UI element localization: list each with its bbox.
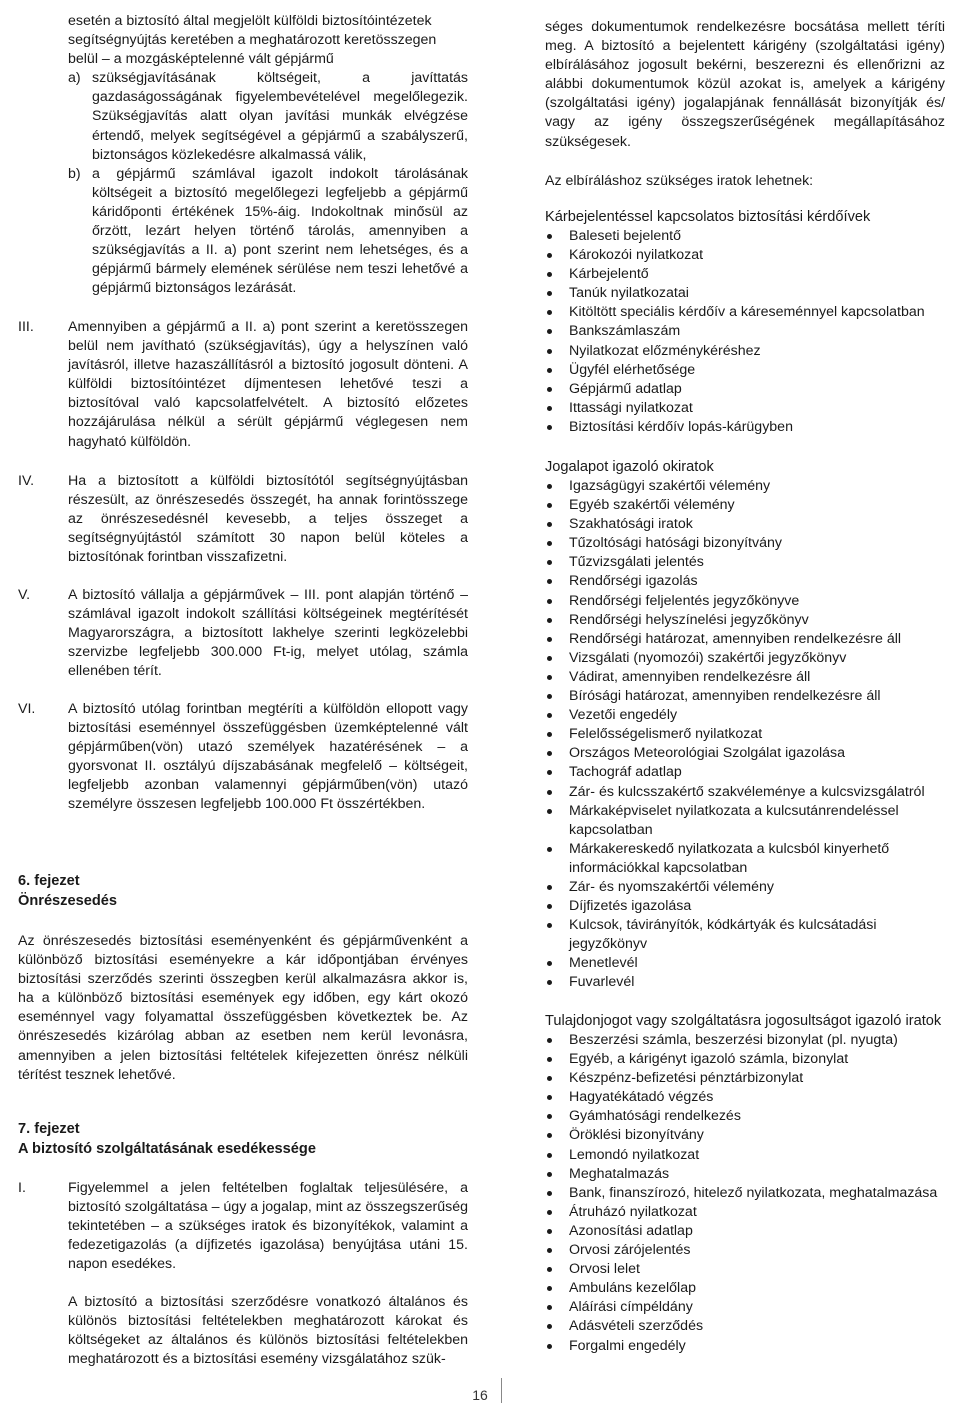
list-item: Biztosítási kérdőív lopás-kárügyben <box>545 418 945 437</box>
legal-basis-list <box>545 477 945 993</box>
list-item: Fuvarlevél <box>545 973 945 992</box>
section-number: VI. <box>18 701 36 717</box>
list-item: Lemondó nyilatkozat <box>545 1146 945 1165</box>
list-item: Tűzoltósági hatósági bizonyítvány <box>545 534 945 553</box>
list-item: Ambuláns kezelőlap <box>545 1279 945 1298</box>
list-item: Kárbejelentő <box>545 265 945 284</box>
list-item: Egyéb szakértői vélemény <box>545 496 945 515</box>
chapter-7-item-i <box>18 1179 468 1274</box>
section-iii <box>18 318 468 452</box>
list-item: Baleseti bejelentő <box>545 227 945 246</box>
section-number: I. <box>18 1180 26 1196</box>
legal-basis-section <box>545 458 945 993</box>
list-item: Igazságügyi szakértői vélemény <box>545 477 945 496</box>
list-item: Vizsgálati (nyomozói) szakértői jegyzőkönyv <box>545 649 945 668</box>
list-item: Rendőrségi feljelentés jegyzőkönyve <box>545 592 945 611</box>
list-item: Rendőrségi igazolás <box>545 572 945 591</box>
list-item: Bankszámlaszám <box>545 322 945 341</box>
intro-paragraph <box>68 12 468 298</box>
list-item: Meghatalmazás <box>545 1165 945 1184</box>
list-item: Országos Meteorológiai Szolgálat igazolása <box>545 744 945 763</box>
intro-line: esetén a biztosító által megjelölt külföldi biztosítóintézetek <box>68 13 432 29</box>
list-item: Márkaképviselet nyilatkozata a kulcsutánrendeléssel kapcsolatban <box>545 802 945 840</box>
claim-forms-list <box>545 227 945 437</box>
list-item: Orvosi lelet <box>545 1260 945 1279</box>
section-v <box>18 586 468 681</box>
list-item: Tachográf adatlap <box>545 763 945 782</box>
list-item: Bírósági határozat, amennyiben rendelkezésre áll <box>545 687 945 706</box>
list-item: Kulcsok, távirányítók, kódkártyák és kulcsátadási jegyzőkönyv <box>545 916 945 954</box>
list-item: Zár- és kulcsszakértő szakvéleménye a kulcsvizsgálatról <box>545 783 945 802</box>
list-item: Gyámhatósági rendelkezés <box>545 1107 945 1126</box>
section-number: V. <box>18 587 31 603</box>
sub-item-label: a) <box>68 70 81 87</box>
section-text: Ha a biztosított a külföldi biztosítótól segítségnyújtásban részesült, az önrészesedés összegét, ha annak forintösszege az önrészesedésnél kevesebb, a teljes összeget a segítségnyújtástól számított 30 napon belül köteles a biztosítónak forintban visszafizetni. <box>68 473 468 566</box>
list-heading: Kárbejelentéssel kapcsolatos biztosítási kérdőívek <box>545 209 871 225</box>
list-item: Nyilatkozat előzménykéréshez <box>545 342 945 361</box>
list-item: Kitöltött speciális kérdőív a káreseménnyel kapcsolatban <box>545 303 945 322</box>
list-item: Gépjármű adatlap <box>545 380 945 399</box>
list-item: Ittassági nyilatkozat <box>545 399 945 418</box>
list-item: Adásvételi szerződés <box>545 1317 945 1336</box>
list-item: Beszerzési számla, beszerzési bizonylat (pl. nyugta) <box>545 1031 945 1050</box>
list-item: Egyéb, a kárigényt igazoló számla, bizonylat <box>545 1050 945 1069</box>
chapter-number: 7. fejezet <box>18 1121 80 1137</box>
list-item: Rendőrségi helyszínelési jegyzőkönyv <box>545 611 945 630</box>
chapter-title: A biztosító szolgáltatásának esedékessége <box>18 1140 316 1157</box>
sub-item-text: a gépjármű számlával igazolt indokolt tárolásának költségeit a biztosító megelőlegezi legfeljebb a gépjármű káridőponti értékének 15%-áig. Indokoltnak minősül az őrzött, lezárt helyen történő tárolás, amennyiben a szükségjavítás a II. a) pont szerint nem lehetséges, és a gépjármű bármely elemének sérülése nem teszi lehetővé a gépjármű biztonságos lezárását. <box>92 165 468 297</box>
list-item: Aláírási címpéldány <box>545 1298 945 1317</box>
ownership-list <box>545 1031 945 1356</box>
sub-item-label: b) <box>68 165 81 182</box>
right-intro-paragraph: séges dokumentumok rendelkezésre bocsátása mellett téríti meg. A biztosító a bejelentett kárigény (szolgáltatási igény) elbírálásához jogosult bekérni, beszerezni és ellenőrizni az alábbi dokumentumok közül azokat is, amelyek a kárigény (szolgáltatási igény) jogalapjának fennállását bizonyítják és/ vagy az igény összegszerűségének megállapításához szükségesek. <box>545 19 945 150</box>
list-item: Vádirat, amennyiben rendelkezésre áll <box>545 668 945 687</box>
list-item: Készpénz-befizetési pénztárbizonylat <box>545 1069 945 1088</box>
sub-item-a <box>68 69 468 164</box>
list-item: Orvosi zárójelentés <box>545 1241 945 1260</box>
list-heading: Jogalapot igazoló okiratok <box>545 459 714 475</box>
claim-forms-section <box>545 208 945 437</box>
chapter-6-paragraph: Az önrészesedés biztosítási eseményenként és gépjárművenként a különböző biztosítási eseményekre a kár időpontjában érvényes biztosítási szerződés szerinti összegben kerül alkalmazásra akkor is, ha a különböző biztosítási események egy időben, egy kárt okozó eseménnyel vagy folyamattal összefüggésben következtek be. Az önrészesedés kizárólag abban az esetben nem kerül levonásra, amennyiben a jelen biztosítási feltételek kifejezetten önrész nélküli térítést tesznek lehetővé. <box>18 933 468 1083</box>
chapter-6-heading <box>18 872 468 911</box>
chapter-7-paragraph: A biztosító a biztosítási szerződésre vonatkozó általános és különös biztosítási feltételekben meghatározott károkat és költségeket az általános és különös biztosítási feltételekben meghatározott és a biztosítási esemény vizsgálatához szük- <box>68 1294 468 1368</box>
list-item: Hagyatékátadó végzés <box>545 1088 945 1107</box>
chapter-title: Önrészesedés <box>18 892 117 909</box>
list-item: Díjfizetés igazolása <box>545 897 945 916</box>
list-item: Forgalmi engedély <box>545 1337 945 1356</box>
list-item: Menetlevél <box>545 954 945 973</box>
page-number: 16 <box>472 1387 488 1403</box>
list-item: Tűzvizsgálati jelentés <box>545 553 945 572</box>
section-text: A biztosító utólag forintban megtéríti a külföldön ellopott vagy biztosítási eseménnyel összefüggésben üzemképtelenné vált gépjárműben(vön) utazó személyek hazatérésének – a gyorsvonat II. osztályú díjszabásának megfelelő – költségeit, legfeljebb azonban valamennyi gépjárműben(vön) utazó személyre összesen legfeljebb 100.000 Ft összértékben. <box>68 701 468 813</box>
section-text: Figyelemmel a jelen feltételben foglaltak teljesülésére, a biztosító szolgáltatása – úgy a jogalap, mint az összegszerűség tekintetében – a szükséges iratok és bizonyítékok, valamint a fedezetigazolás (a díjfizetés igazolása) benyújtása utáni 15. napon esedékes. <box>68 1180 468 1273</box>
section-vi <box>18 700 468 815</box>
list-item: Károkozói nyilatkozat <box>545 246 945 265</box>
chapter-number: 6. fejezet <box>18 873 80 889</box>
list-item: Tanúk nyilatkozatai <box>545 284 945 303</box>
list-heading: Tulajdonjogot vagy szolgáltatásra jogosultságot igazoló iratok <box>545 1013 942 1029</box>
sub-item-b <box>68 165 468 299</box>
documents-intro: Az elbíráláshoz szükséges iratok lehetnek: <box>545 173 814 189</box>
ownership-section <box>545 1012 945 1356</box>
section-text: A biztosító vállalja a gépjárművek – III. pont alapján történő – számlával igazolt indokolt szállítási költségeinek megtérítését Magyarországra, a biztosított lakhelye szerinti legközelebbi szervizbe legfeljebb 300.000 Ft-ig, melyet utólag, számla ellenében térít. <box>68 587 468 680</box>
section-iv <box>18 472 468 567</box>
list-item: Öröklési bizonyítvány <box>545 1126 945 1145</box>
page-divider <box>501 1378 502 1403</box>
list-item: Szakhatósági iratok <box>545 515 945 534</box>
chapter-7-heading <box>18 1120 468 1159</box>
section-number: IV. <box>18 473 35 489</box>
list-item: Azonosítási adatlap <box>545 1222 945 1241</box>
sub-item-text: szükségjavításának költségeit, a javíttatás gazdaságosságának figyelembevételével megelőlegezik. Szükségjavítás alatt olyan javítási munkák elvégzése értendő, melyek segítségével a gépjármű a szabályszerű, biztonságos közlekedésre alkalmassá válik, <box>92 70 468 163</box>
list-item: Márkakereskedő nyilatkozata a kulcsból kinyerhető információkkal kapcsolatban <box>545 840 945 878</box>
list-item: Bank, finanszírozó, hitelező nyilatkozata, meghatalmazása <box>545 1184 945 1203</box>
section-number: III. <box>18 319 34 335</box>
list-item: Átruházó nyilatkozat <box>545 1203 945 1222</box>
list-item: Vezetői engedély <box>545 706 945 725</box>
list-item: Felelősségelismerő nyilatkozat <box>545 725 945 744</box>
section-text: Amennyiben a gépjármű a II. a) pont szerint a keretösszegen belül nem javítható (szükségjavítás), úgy a helyszínen való javításról, illetve hazaszállításról a biztosító jogosult dönteni. A külföldi biztosítóintézet díjmentesen lehetővé teszi a biztosítóval való kapcsolatfelvételt. A biztosító előzetes hozzájárulása nélkül a sérült gépjármű véglegesen nem hagyható külföldön. <box>68 319 468 450</box>
list-item: Zár- és nyomszakértői vélemény <box>545 878 945 897</box>
intro-line: belül – a mozgásképtelenné vált gépjármű <box>68 51 334 68</box>
list-item: Rendőrségi határozat, amennyiben rendelkezésre áll <box>545 630 945 649</box>
intro-line: segítségnyújtás keretében a meghatározott keretösszegen <box>68 32 437 49</box>
list-item: Ügyfél elérhetősége <box>545 361 945 380</box>
